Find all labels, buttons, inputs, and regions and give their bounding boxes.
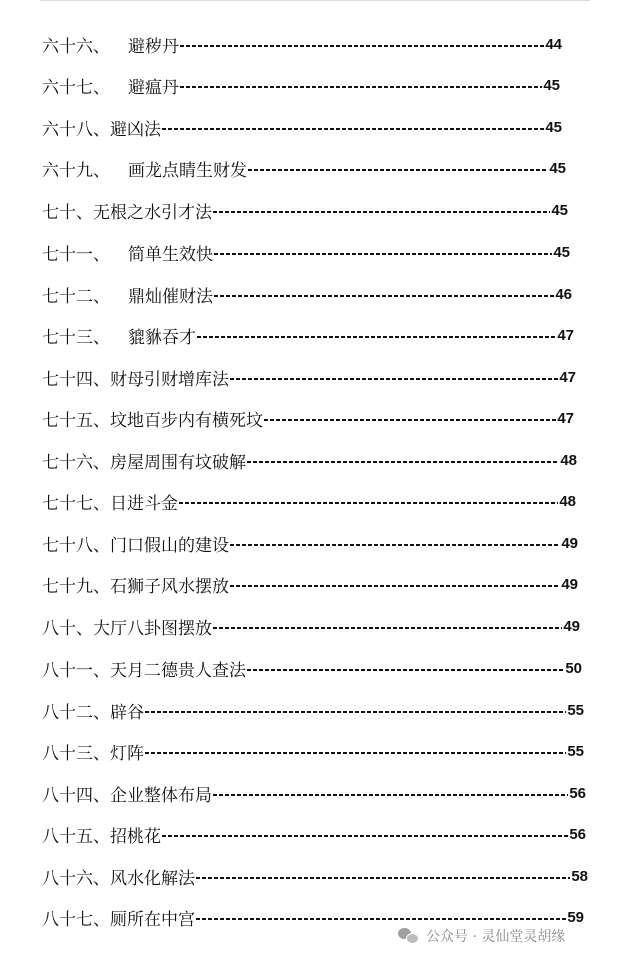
toc-entry-number: 八十七、 — [42, 909, 110, 930]
toc-entry-page: 58 — [571, 867, 588, 885]
toc-entry-page: 49 — [561, 575, 578, 593]
toc-entry-title: 辟谷 — [110, 702, 144, 723]
toc-entry-number: 六十九、 — [42, 160, 110, 181]
toc-entry-page: 48 — [559, 492, 576, 510]
toc-entry-number: 八十、 — [42, 618, 93, 639]
toc-entry-number: 八十四、 — [42, 785, 110, 806]
toc-entry-number: 七十、 — [42, 202, 93, 223]
toc-entry[interactable] — [42, 486, 576, 516]
toc-entry[interactable] — [42, 819, 586, 849]
toc-entry[interactable] — [42, 611, 580, 641]
watermark — [398, 924, 565, 948]
toc-entry-title: 房屋周围有坟破解 — [110, 452, 246, 473]
toc-dot-leader — [247, 461, 559, 463]
watermark-text: 公众号 · 灵仙堂灵胡缘 — [426, 929, 566, 945]
toc-entry-title: 画龙点睛生财发 — [128, 160, 247, 181]
toc-entry[interactable] — [42, 237, 570, 267]
toc-entry-page: 56 — [569, 825, 586, 843]
toc-entry-page: 49 — [561, 534, 578, 552]
toc-entry[interactable] — [42, 861, 588, 891]
toc-entry[interactable] — [42, 653, 582, 683]
toc-entry[interactable] — [42, 29, 562, 59]
toc-entry-title: 避瘟丹 — [128, 77, 179, 98]
toc-dot-leader — [230, 378, 558, 380]
toc-entry[interactable] — [42, 569, 578, 599]
toc-entry-number: 八十五、 — [42, 826, 110, 847]
toc-entry[interactable] — [42, 112, 562, 142]
toc-dot-leader — [180, 45, 544, 47]
toc-entry-title: 日进斗金 — [110, 493, 178, 514]
toc-dot-leader — [179, 502, 558, 504]
toc-entry-page: 59 — [567, 908, 584, 926]
toc-dot-leader — [180, 86, 542, 88]
toc-entry-title: 貔貅吞才 — [128, 327, 196, 348]
toc-entry-page: 55 — [567, 701, 584, 719]
toc-entry-page: 45 — [545, 118, 562, 136]
toc-dot-leader — [264, 419, 556, 421]
toc-entry[interactable] — [42, 445, 577, 475]
toc-entry-title: 财母引财增库法 — [110, 369, 229, 390]
toc-entry-page: 45 — [549, 159, 566, 177]
toc-entry-page: 45 — [543, 76, 560, 94]
toc-entry[interactable] — [42, 195, 568, 225]
toc-entry-title: 简单生效快 — [128, 244, 213, 265]
toc-entry-title: 避凶法 — [110, 119, 161, 140]
toc-entry-number: 七十四、 — [42, 369, 110, 390]
toc-dot-leader — [247, 669, 564, 671]
toc-entry-page: 45 — [551, 201, 568, 219]
toc-dot-leader — [196, 918, 566, 920]
toc-entry-number: 七十五、 — [42, 410, 110, 431]
toc-entry-page: 45 — [553, 243, 570, 261]
toc-entry-title: 厕所在中宫 — [110, 909, 195, 930]
toc-dot-leader — [230, 544, 560, 546]
toc-entry[interactable] — [42, 70, 560, 100]
toc-entry-number: 七十八、 — [42, 535, 110, 556]
toc-entry[interactable] — [42, 153, 566, 183]
toc-entry-title: 石狮子风水摆放 — [110, 576, 229, 597]
toc-entry-title: 鼎灿催财法 — [128, 286, 213, 307]
toc-entry-title: 灯阵 — [110, 743, 144, 764]
toc-entry[interactable] — [42, 736, 584, 766]
toc-entry-number: 六十七、 — [42, 77, 110, 98]
toc-dot-leader — [230, 585, 560, 587]
toc-entry[interactable] — [42, 403, 574, 433]
toc-entry-number: 七十七、 — [42, 493, 110, 514]
toc-dot-leader — [214, 295, 554, 297]
toc-dot-leader — [197, 336, 556, 338]
toc-entry-page: 44 — [545, 35, 562, 53]
toc-entry-number: 七十六、 — [42, 452, 110, 473]
toc-entry-title: 企业整体布局 — [110, 785, 212, 806]
toc-entry[interactable] — [42, 362, 576, 392]
toc-entry-title: 大厅八卦图摆放 — [93, 618, 212, 639]
toc-dot-leader — [213, 794, 568, 796]
toc-dot-leader — [196, 877, 570, 879]
toc-entry-number: 七十九、 — [42, 576, 110, 597]
toc-entry[interactable] — [42, 528, 578, 558]
toc-dot-leader — [214, 253, 552, 255]
toc-dot-leader — [145, 752, 566, 754]
toc-entry-number: 八十六、 — [42, 868, 110, 889]
toc-entry-page: 49 — [563, 617, 580, 635]
wechat-icon — [398, 928, 420, 944]
toc-dot-leader — [162, 128, 544, 130]
toc-entry[interactable] — [42, 778, 586, 808]
toc-dot-leader — [162, 835, 568, 837]
toc-dot-leader — [248, 169, 548, 171]
toc-entry-number: 八十一、 — [42, 660, 110, 681]
toc-entry-title: 天月二德贵人查法 — [110, 660, 246, 681]
toc-entry-page: 56 — [569, 784, 586, 802]
toc-entry-title: 风水化解法 — [110, 868, 195, 889]
toc-entry-number: 六十八、 — [42, 119, 110, 140]
toc-entry-page: 47 — [557, 409, 574, 427]
toc-entry-number: 七十三、 — [42, 327, 110, 348]
toc-entry-number: 八十三、 — [42, 743, 110, 764]
toc-entry-page: 55 — [567, 742, 584, 760]
toc-entry-page: 47 — [557, 326, 574, 344]
toc-entry-number: 八十二、 — [42, 702, 110, 723]
toc-entry-title: 无根之水引才法 — [93, 202, 212, 223]
toc-entry-number: 六十六、 — [42, 36, 110, 57]
toc-dot-leader — [213, 627, 562, 629]
toc-entry-number: 七十二、 — [42, 286, 110, 307]
toc-entry[interactable] — [42, 695, 584, 725]
toc-entry-title: 坟地百步内有横死坟 — [110, 410, 263, 431]
toc-entry-page: 46 — [555, 285, 572, 303]
toc-entry-title: 门口假山的建设 — [110, 535, 229, 556]
toc-dot-leader — [145, 711, 566, 713]
toc-entry-number: 七十一、 — [42, 244, 110, 265]
toc-entry-page: 47 — [559, 368, 576, 386]
toc-dot-leader — [213, 211, 550, 213]
toc-entry[interactable] — [42, 279, 572, 309]
toc-entry-title: 招桃花 — [110, 826, 161, 847]
toc-entry-title: 避秽丹 — [128, 36, 179, 57]
toc-entry-page: 48 — [560, 451, 577, 469]
toc-entry-page: 50 — [565, 659, 582, 677]
toc-entry[interactable] — [42, 320, 574, 350]
